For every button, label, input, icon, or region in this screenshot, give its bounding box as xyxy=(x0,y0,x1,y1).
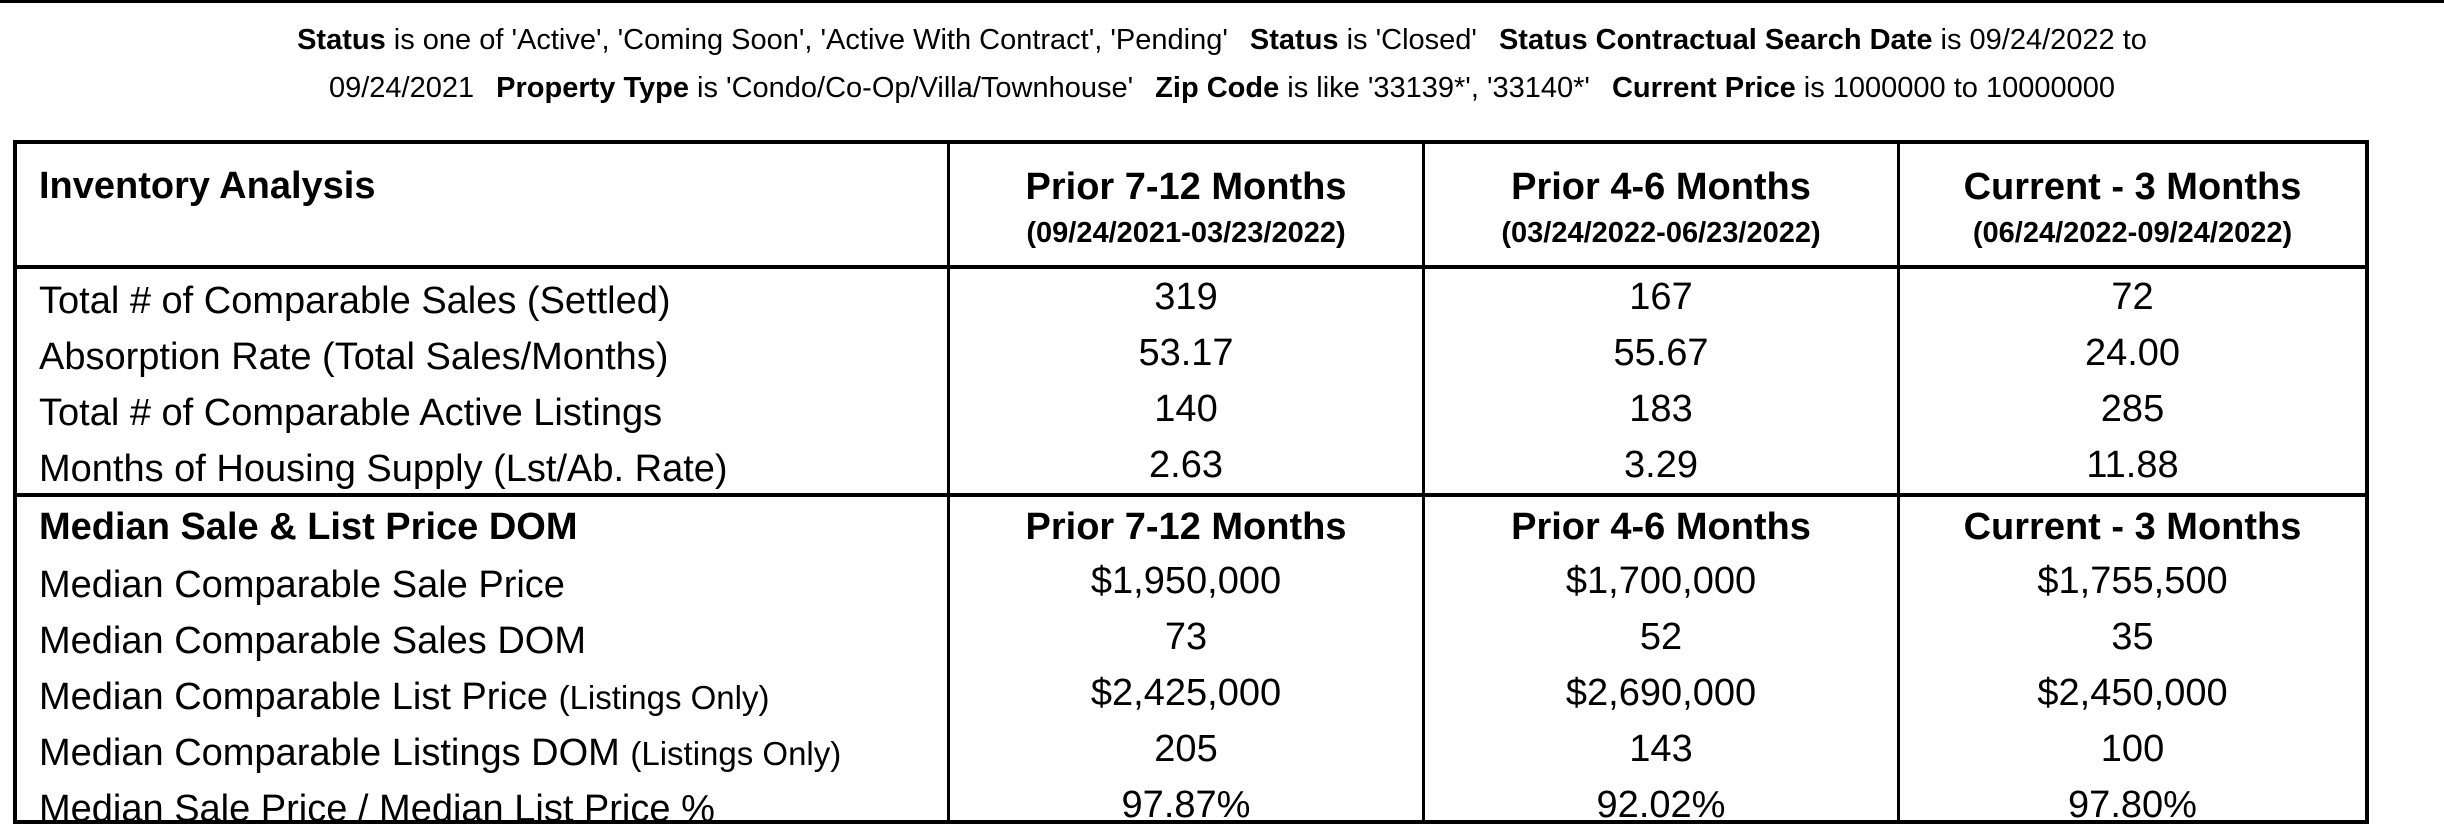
row-value: 97.87% xyxy=(950,777,1425,820)
period-range: (09/24/2021-03/23/2022) xyxy=(1026,217,1346,249)
row-value: $2,425,000 xyxy=(950,665,1425,721)
criterion-status-active xyxy=(297,24,1228,56)
criterion-condition: is one of 'Active', 'Coming Soon', 'Active With Contract', 'Pending' xyxy=(385,24,1228,56)
row-value: 140 xyxy=(950,381,1425,437)
criterion-field: Status Contractual Search Date xyxy=(1498,24,1933,56)
row-value: $1,755,500 xyxy=(2037,560,2228,602)
table-row xyxy=(17,325,2365,381)
criterion-condition: is 1000000 to 10000000 xyxy=(1795,72,2115,104)
criterion-condition: is 'Closed' xyxy=(1338,24,1477,56)
row-label-text: Median Comparable Sale Price xyxy=(39,564,565,606)
row-label: Months of Housing Supply (Lst/Ab. Rate) xyxy=(17,437,950,493)
criteria-line-1 xyxy=(0,16,2444,64)
median-header-row xyxy=(17,497,2365,553)
search-criteria xyxy=(0,16,2444,112)
row-value: $2,450,000 xyxy=(2037,672,2228,714)
period-header-prior-7-12: Prior 7-12 Months xyxy=(950,497,1425,553)
table-row xyxy=(17,665,2365,721)
criterion-condition: is like '33139*', '33140*' xyxy=(1279,72,1590,104)
criterion-field: Zip Code xyxy=(1155,72,1280,104)
row-value: 53.17 xyxy=(950,325,1425,381)
period-header-current-3 xyxy=(1900,144,2365,265)
criterion-search-date xyxy=(1499,24,2147,56)
row-value: 11.88 xyxy=(2086,444,2179,486)
row-label: Total # of Comparable Sales (Settled) xyxy=(17,269,950,325)
criterion-status-closed xyxy=(1250,24,1477,56)
criterion-field: Current Price xyxy=(1611,72,1796,104)
period-range: (06/24/2022-09/24/2022) xyxy=(1972,217,2293,249)
row-label-text: Median Comparable Sales DOM xyxy=(39,620,587,662)
period-label: Prior 7-12 Months xyxy=(1025,166,1347,208)
period-header-prior-4-6 xyxy=(1425,144,1900,265)
row-value: 285 xyxy=(2100,388,2165,430)
table-row xyxy=(17,437,2365,497)
median-section-title: Median Sale & List Price DOM xyxy=(17,497,950,553)
row-label xyxy=(17,721,950,777)
period-header-prior-7-12 xyxy=(950,144,1425,265)
criterion-field: Property Type xyxy=(496,72,689,104)
row-label: Absorption Rate (Total Sales/Months) xyxy=(17,325,950,381)
row-label-note: (Listings Only) xyxy=(630,735,842,772)
period-header-current-3: Current - 3 Months xyxy=(1963,506,2302,548)
criterion-condition: is 09/24/2022 to xyxy=(1932,24,2147,56)
row-label xyxy=(17,665,950,721)
table-row xyxy=(17,553,2365,609)
top-rule xyxy=(0,0,2444,3)
row-label: Total # of Comparable Active Listings xyxy=(17,381,950,437)
row-label xyxy=(17,777,950,830)
period-range: (03/24/2022-06/23/2022) xyxy=(1501,217,1821,249)
row-value: 143 xyxy=(1425,721,1900,777)
row-value: 205 xyxy=(950,721,1425,777)
row-value: $2,690,000 xyxy=(1425,665,1900,721)
criterion-field: Status xyxy=(297,24,386,56)
table-row xyxy=(17,721,2365,777)
market-report-table xyxy=(13,140,2369,830)
row-value: 2.63 xyxy=(950,437,1425,493)
row-value: 55.67 xyxy=(1425,325,1900,381)
row-label-text: Median Sale Price / Median List Price % xyxy=(39,788,715,830)
period-label: Current - 3 Months xyxy=(1963,166,2302,208)
row-value: 100 xyxy=(2100,728,2165,770)
row-label xyxy=(17,609,950,665)
criterion-field: Status xyxy=(1249,24,1339,56)
table-row xyxy=(17,381,2365,437)
period-label: Prior 4-6 Months xyxy=(1511,166,1811,208)
row-value: 73 xyxy=(950,609,1425,665)
row-value: 24.00 xyxy=(2084,332,2181,374)
row-value: 52 xyxy=(1425,609,1900,665)
row-value: 97.80% xyxy=(2068,784,2197,826)
row-value: $1,950,000 xyxy=(950,553,1425,609)
row-value: $1,700,000 xyxy=(1425,553,1900,609)
row-value: 3.29 xyxy=(1425,437,1900,493)
criteria-line-2 xyxy=(0,64,2444,112)
criterion-zip-code xyxy=(1155,72,1590,104)
table-row xyxy=(17,777,2365,830)
table-row xyxy=(17,269,2365,325)
row-value: 167 xyxy=(1425,269,1900,325)
table-row xyxy=(17,609,2365,665)
row-value: 319 xyxy=(950,269,1425,325)
criterion-current-price xyxy=(1612,72,2115,104)
criterion-property-type xyxy=(496,72,1133,104)
row-label-note: (Listings Only) xyxy=(558,679,770,716)
row-value: 92.02% xyxy=(1425,777,1900,820)
row-label-text: Median Comparable Listings DOM xyxy=(39,732,631,774)
criterion-search-date-end: 09/24/2021 xyxy=(328,72,475,104)
criterion-condition: is 'Condo/Co-Op/Villa/Townhouse' xyxy=(689,72,1134,104)
inventory-analysis-title: Inventory Analysis xyxy=(17,144,950,265)
row-value: 35 xyxy=(2111,616,2154,658)
row-label xyxy=(17,553,950,609)
row-label-text: Median Comparable List Price xyxy=(39,676,559,718)
row-value: 72 xyxy=(2111,276,2154,318)
inventory-header-row xyxy=(17,144,2365,269)
row-value: 183 xyxy=(1425,381,1900,437)
period-header-prior-4-6: Prior 4-6 Months xyxy=(1425,497,1900,553)
